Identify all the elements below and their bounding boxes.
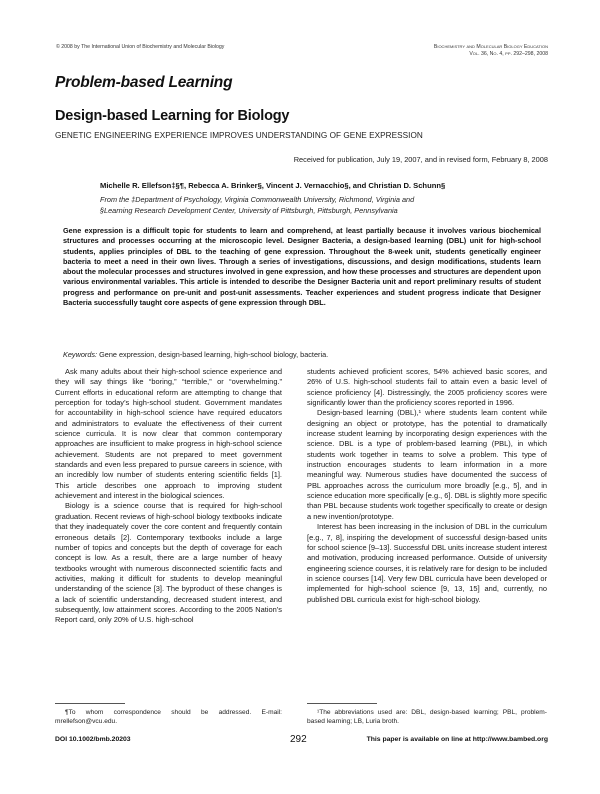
keywords-text: Gene expression, design-based learning, high-school biology, bacteria. <box>99 350 329 359</box>
journal-volume: Vol. 36, No. 4, pp. 292–298, 2008 <box>469 50 548 57</box>
affiliation-line: From the ‡Department of Psychology, Virginia Commonwealth University, Richmond, Virginia and <box>100 195 415 204</box>
journal-header <box>434 44 548 57</box>
affiliation-line: §Learning Research Development Center, University of Pittsburgh, Pittsburgh, Pennsylvania <box>100 205 398 215</box>
author-list: Michelle R. Ellefson‡§¶, Rebecca A. Brinker§, Vincent J. Vernacchio§, and Christian D. Schunn§ <box>100 181 446 190</box>
section-kicker: Problem-based Learning <box>55 74 233 91</box>
paragraph: Interest has been increasing in the inclusion of DBL in the curriculum [e.g., 7, 8], inspiring the development of successful design-based units for school science [9–13]. Successful DBL units increase student interest and motivation, producing increased performance. Outside of university engineering science courses, it is relatively rare for design to be included in science courses [14]. Very few DBL curricula have been developed or implemented for high-school science [9, 13, 15] and, currently, no published DBL curricula exist for high-school biology. <box>307 522 547 604</box>
paragraph: Design-based learning (DBL),¹ where students learn content while designing an object or prototype, has the potential to dramatically increase student learning by incorporating design experiences with the science. DBL is a type of problem-based learning (PBL), in which students work together in teams to solve a problem. This type of instruction encourages students to learn information in a more meaningful way. Numerous studies have documented the success of PBL approaches across the curriculum more broadly [e.g., 5], and in science education more specifically [e.g., 6]. DBL is slightly more specific than PBL because students work together specifically to create or design a new invention/prototype. <box>307 408 547 521</box>
received-date: Received for publication, July 19, 2007, and in revised form, February 8, 2008 <box>293 155 548 164</box>
keywords-label: Keywords: <box>63 350 98 359</box>
keywords <box>63 350 328 359</box>
footnote-correspondence: ¶To whom correspondence should be addressed. E-mail: mrellefson@vcu.edu. <box>55 709 282 726</box>
availability-note: This paper is available on line at http://www.bambed.org <box>366 736 548 743</box>
paragraph: Ask many adults about their high-school science experience and they will say things like “boring,” “terrible,” or “overwhelming.” Current efforts in educational reform are attempting to change that perception for today’s high-school student. Government mandates for accountability in high-school science have required educators and administrators to evaluate the effectiveness of their current science curricula. It is now clear that common contemporary approaches are insufficient to make progress in high-school science achievement. Students are not prepared to meet government standards and even less prepared to pursue careers in science, with an incredibly low number of students entering scientific fields [1]. This article describes one approach to improving student achievement and interest in the biological sciences. <box>55 367 282 501</box>
copyright-header: © 2008 by The International Union of Biochemistry and Molecular Biology <box>56 44 225 50</box>
paragraph: students achieved proficient scores, 54% achieved basic scores, and 26% of U.S. high-school students fail to attain even a basic level of science proficiency [4]. Distressingly, the 2005 proficiency scores were significantly lower than the proficiency scores reported in 1996. <box>307 367 547 408</box>
paragraph: Biology is a science course that is required for high-school graduation. Recent reviews of high-school biology textbooks indicate that they inadequately cover the core content and frequently contain erroneous details [2]. Contemporary textbooks include a large number of topics and concepts but the depth of coverage for each concept is low. As a result, there are a large number of heavy textbooks wrought with numerous disconnected scientific facts and activities, making it difficult for students to develop meaningful understanding of the science [3]. The byproduct of these changes is a lack of scientific understanding, decreased student interest, and subsequently, low attainment scores. According to the 2005 Nation’s Report card, only 20% of U.S. high-school <box>55 501 282 625</box>
page-number: 292 <box>290 734 307 745</box>
article-subtitle: GENETIC ENGINEERING EXPERIENCE IMPROVES UNDERSTANDING OF GENE EXPRESSION <box>55 131 423 140</box>
footnote-rule <box>55 703 125 704</box>
abstract: Gene expression is a difficult topic for students to learn and comprehend, at least partially because it involves various biochemical structures and processes occurring at the microscopic level. Designer Bacteria, a design-based learning (DBL) unit for high-school students, applies principles of DBL to the teaching of gene expression. Throughout the 8-week unit, students genetically engineer bacteria to meet a need in their own lives. Through a series of investigations, discussions, and design modifications, students learn about the molecular processes and structures involved in gene expression, and how these processes and structures are dependent upon various environmental variables. This article is intended to describe the Designer Bacteria unit and report preliminary results of student progress and performance on pre-unit and post-unit assessments. Teacher experiences and student progress indicate that Designer Bacteria successfully taught core aspects of gene expression through DBL. <box>63 226 541 308</box>
right-column <box>307 367 547 605</box>
doi: DOI 10.1002/bmb.20203 <box>55 736 131 743</box>
footnote-abbreviations: ¹The abbreviations used are: DBL, design-based learning; PBL, problem-based learning; LB, Luria broth. <box>307 709 547 726</box>
journal-name: Biochemistry and Molecular Biology Education <box>433 44 548 50</box>
left-column <box>55 367 282 626</box>
affiliations <box>100 195 414 216</box>
footnote-rule <box>307 703 377 704</box>
article-title: Design-based Learning for Biology <box>55 108 290 124</box>
